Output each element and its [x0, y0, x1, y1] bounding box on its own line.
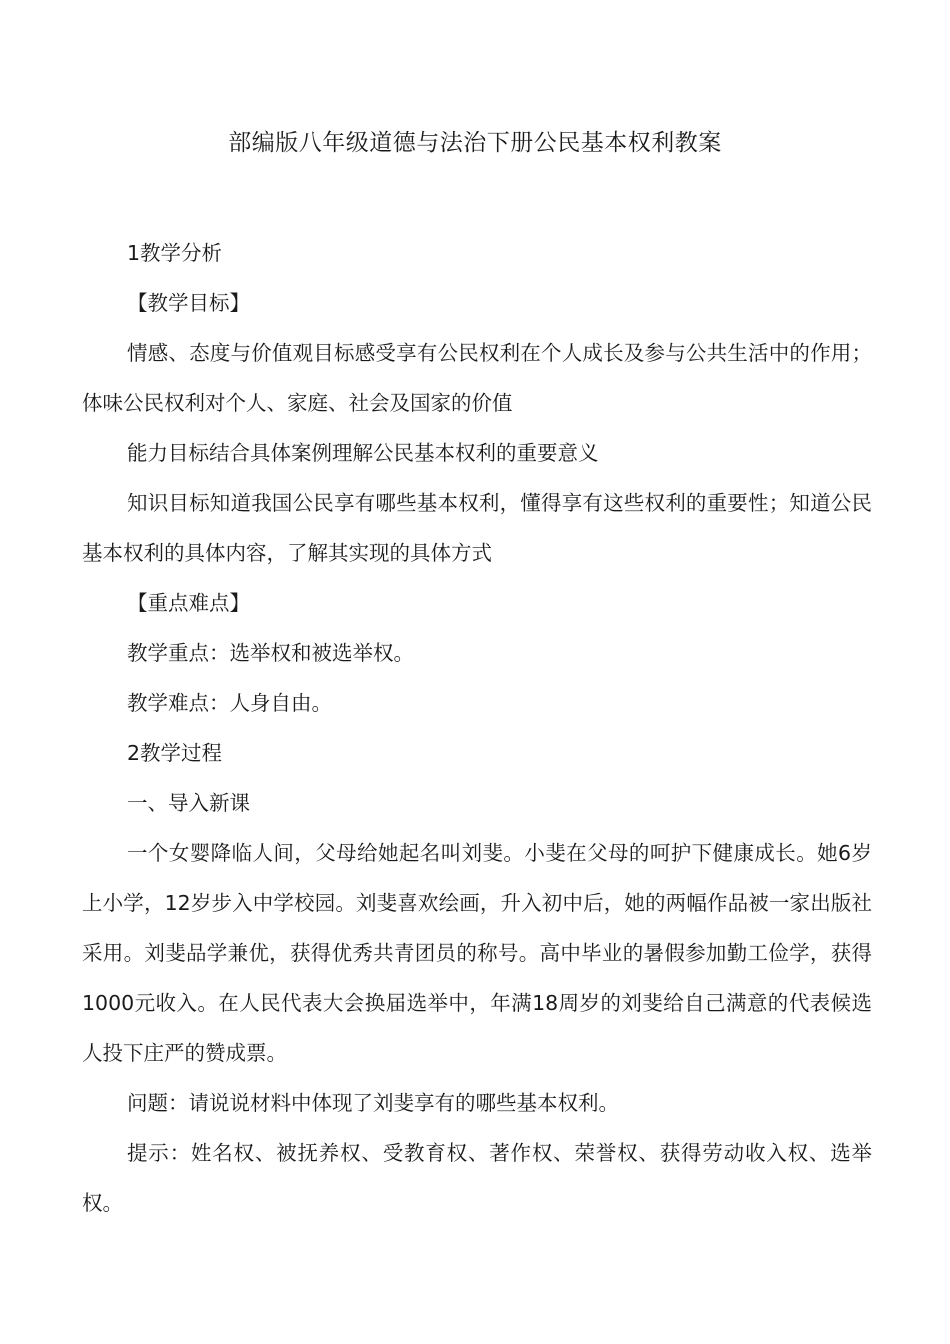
document-body	[82, 228, 872, 1228]
paragraph-emotion-goal: 情感、态度与价值观目标感受享有公民权利在个人成长及参与公共生活中的作用；体味公民权利对个人、家庭、社会及国家的价值	[82, 341, 872, 415]
subheading-key-points: 【重点难点】	[127, 591, 250, 615]
paragraph-difficult-point: 教学难点：人身自由。	[127, 691, 332, 715]
paragraph-key-point: 教学重点：选举权和被选举权。	[127, 641, 414, 665]
paragraph-question: 问题：请说说材料中体现了刘斐享有的哪些基本权利。	[127, 1091, 619, 1115]
subheading-teaching-goals: 【教学目标】	[127, 291, 250, 315]
section-heading-process: 2教学过程	[127, 741, 223, 765]
paragraph-story: 一个女婴降临人间，父母给她起名叫刘斐。小斐在父母的呵护下健康成长。她6岁上小学，12岁步入中学校园。刘斐喜欢绘画，升入初中后，她的两幅作品被一家出版社采用。刘斐品学兼优，获得优秀共青团员的称号。高中毕业的暑假参加勤工俭学，获得1000元收入。在人民代表大会换届选举中，年满18周岁的刘斐给自己满意的代表候选人投下庄严的赞成票。	[82, 841, 872, 1065]
subheading-introduction: 一、导入新课	[127, 791, 250, 815]
document-title: 部编版八年级道德与法治下册公民基本权利教案	[228, 130, 722, 156]
paragraph-ability-goal: 能力目标结合具体案例理解公民基本权利的重要意义	[127, 441, 599, 465]
paragraph-hint: 提示：姓名权、被抚养权、受教育权、著作权、荣誉权、获得劳动收入权、选举权。	[82, 1141, 872, 1215]
section-heading-analysis: 1教学分析	[127, 241, 223, 265]
paragraph-knowledge-goal: 知识目标知道我国公民享有哪些基本权利，懂得享有这些权利的重要性；知道公民基本权利的具体内容，了解其实现的具体方式	[82, 491, 872, 565]
